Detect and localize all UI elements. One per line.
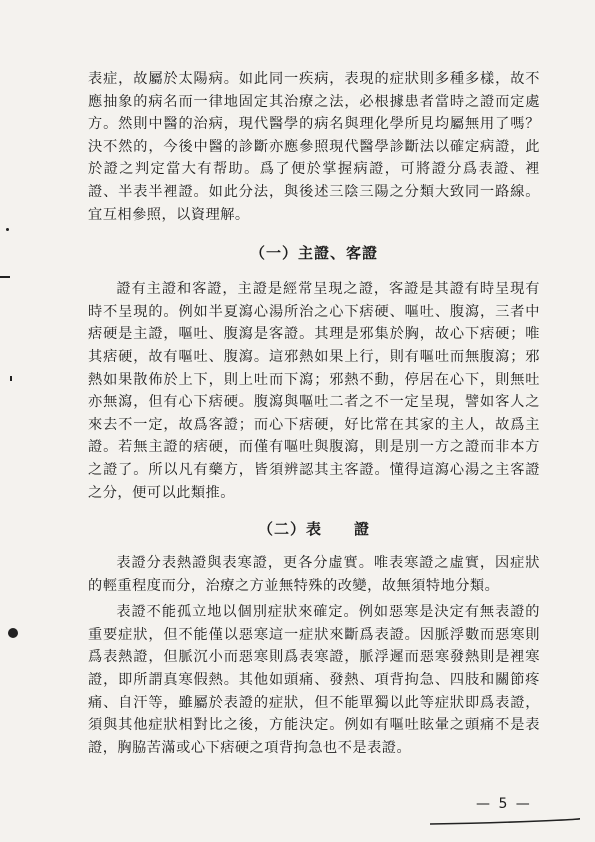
- paragraph-intro: 表症，故屬於太陽病。如此同一疾病，表現的症狀則多種多樣，故不應抽象的病名而一律地固定其治療之法，必根據患者當時之證而定處方。然則中醫的治病，現代醫學的病名與理化學所見均屬無用了嗎？決不然的，今後中醫的診斷亦應參照現代醫學診斷法以確定病證，此於證之判定當大有帮助。爲了便於掌握病證，可將證分爲表證、裡證、半表半裡證。如此分法，與後述三陰三陽之分類大致同一路線。宜互相參照，以資理解。: [88, 71, 540, 223]
- scan-speck: [10, 376, 12, 381]
- scan-speck: [6, 228, 9, 231]
- section-heading-exterior: （二）表 證: [257, 520, 370, 539]
- paragraph-main-guest: 證有主證和客證，主證是經常呈現之證，客證是其證有時呈現有時不呈現的。例如半夏瀉心湯所治之心下痞硬、嘔吐、腹瀉，三者中痞硬是主證，嘔吐、腹瀉是客證。其理是邪集於胸，故心下痞硬；唯其痞硬，故有嘔吐、腹瀉。這邪熱如果上行，則有嘔吐而無腹瀉；邪熱如果散佈於上下，則上吐而下瀉；邪熱不動，停居在心下，則無吐亦無瀉，但有心下痞硬。腹瀉與嘔吐二者之不一定呈現，譬如客人之來去不一定，故爲客證；而心下痞硬，好比常在其家的主人，故爲主證。若無主證的痞硬，而僅有嘔吐與腹瀉，則是別一方之證而非本方之證了。所以凡有藥方，皆須辨認其主客證。懂得這瀉心湯之主客證之分，便可以此類推。: [88, 281, 540, 501]
- page-number: — 5 —: [476, 796, 532, 812]
- binding-hole-dot: [8, 628, 18, 638]
- paragraph-exterior-2: 表證不能孤立地以個別症狀來確定。例如惡寒是決定有無表證的重要症狀，但不能僅以惡寒這一症狀來斷爲表證。因脈浮數而惡寒則爲表熱證，但脈沉小而惡寒則爲表寒證，脈浮遲而惡寒發熱則是裡寒證，即所謂真寒假熱。其他如頭痛、發熱、項背拘急、四肢和關節疼痛、自汗等，雖屬於表證的症狀，但不能單獨以此等症狀即爲表證，須與其他症狀相對比之後，方能決定。例如有嘔吐眩暈之頭痛不是表證，胸脇苦滿或心下痞硬之項背拘急也不是表證。: [88, 604, 540, 756]
- page-content: [88, 68, 540, 759]
- section-heading-main-guest: （一）主證、客證: [249, 244, 378, 263]
- scan-mark: [0, 276, 10, 278]
- paragraph-exterior-1: 表證分表熱證與表寒證，更各分虛實。唯表寒證之虛實，因症狀的輕重程度而分，治療之方並無特殊的改變，故無須特地分類。: [88, 555, 540, 594]
- footer-pen-stroke: [430, 818, 580, 826]
